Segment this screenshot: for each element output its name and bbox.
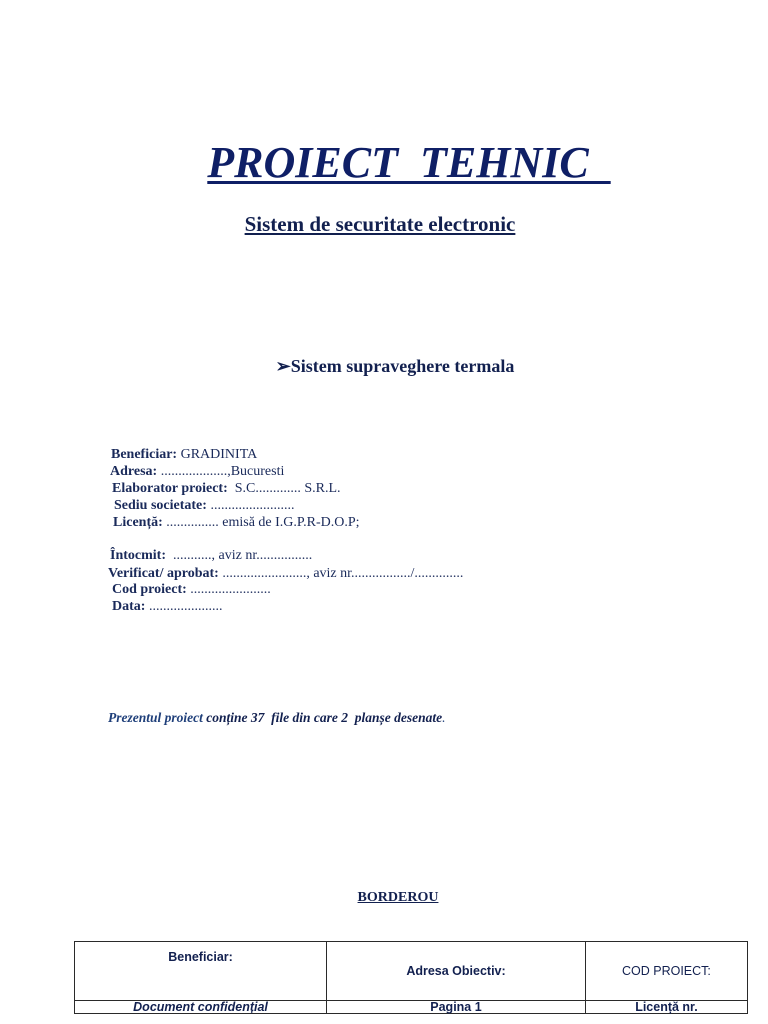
system-type-line [0,356,768,377]
table-row [75,942,748,1001]
footer-licenta-cell: Licență nr. [585,1001,747,1014]
system-type-label: Sistem supraveghere termala [290,356,515,376]
field-intocmit: Întocmit: ..........., aviz nr................ [110,548,313,563]
footer-table [74,941,748,1014]
field-cod-proiect: Cod proiect: ....................... [112,582,271,597]
field-verificat: Verificat/ aprobat: ........................, aviz nr................./.............. [108,566,464,581]
field-beneficiar: Beneficiar: GRADINITA [111,447,258,462]
field-data: Data: ..................... [112,599,223,614]
page-title: PROIECT TEHNIC [207,138,611,187]
field-adresa: Adresa: ...................,Bucuresti [110,464,285,479]
footer-beneficiar-cell: Beneficiar: [75,942,327,1001]
field-elaborator: Elaborator proiect: S.C............. S.R.L. [112,481,341,496]
footer-pagina-cell: Pagina 1 [327,1001,586,1014]
project-note: Prezentul proiect conține 37 file din care 2 planșe desenate. [108,710,446,725]
table-row [75,1001,748,1014]
arrow-bullet-icon: ➢ [275,356,291,376]
footer-document-cell: Document confidențial [75,1001,327,1014]
footer-cod-cell: COD PROIECT: [585,942,747,1001]
field-licenta: Licență: ............... emisă de I.G.P.R-D.O.P; [113,515,360,530]
footer-adresa-cell: Adresa Obiectiv: [327,942,586,1001]
document-subtitle: Sistem de securitate electronic [244,212,516,236]
borderou-heading: BORDEROU [357,890,439,905]
field-sediu: Sediu societate: ........................ [114,498,295,513]
